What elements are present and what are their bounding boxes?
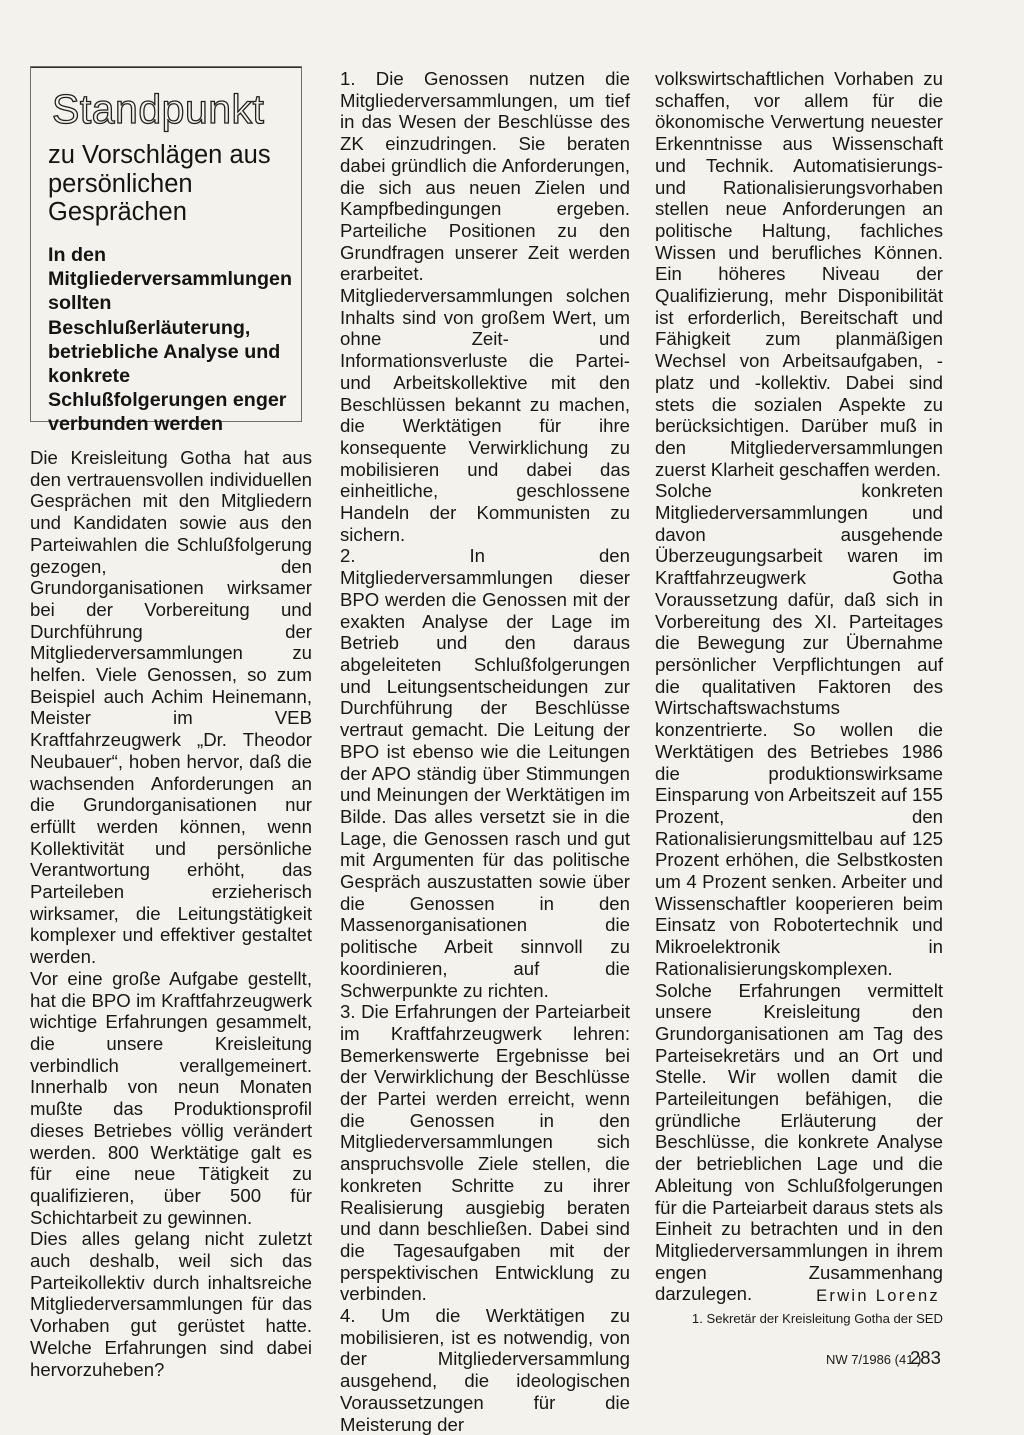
column-3 — [655, 68, 943, 1305]
paragraph: 4. Um die Werktätigen zu mobilisieren, ist es notwendig, von der Mitgliederversammlung ausgehend, die ideologischen Voraussetzungen für die Meisterung der — [340, 1305, 630, 1435]
paragraph: Die Kreisleitung Gotha hat aus den vertrauensvollen individuellen Gesprächen mit den Mitgliedern und Kandidaten sowie aus den Parteiwahlen die Schlußfolgerung gezogen, den Grundorganisationen wirksamer bei der Vorbereitung und Durchführung der Mitgliederversammlungen zu helfen. Viele Genossen, so zum Beispiel auch Achim Heinemann, Meister im VEB Kraftfahrzeugwerk „Dr. Theodor Neubauer“, hoben hervor, daß die wachsenden Anforderungen an die Grundorganisationen nur erfüllt werden können, wenn Kollektivität und persönliche Verantwortung erhöht, das Parteileben erzieherisch wirksamer, die Leitungstätigkeit komplexer und effektiver gestaltet werden. — [30, 447, 312, 968]
paragraph: Solche konkreten Mitgliederversammlungen und davon ausgehende Überzeugungsarbeit waren im Kraftfahrzeugwerk Gotha Voraussetzung dafür, daß sich in Vorbereitung des XI. Parteitages die Bewegung zur Übernahme persönlicher Verpflichtungen auf die qualitativen Faktoren des Wirtschaftswachstums konzentrierte. So wollen die Werktätigen des Betriebes 1986 die produktionswirksame Einsparung von Arbeitszeit auf 155 Prozent, den Rationalisierungsmittelbau auf 125 Prozent erhöhen, die Selbstkosten um 4 Prozent senken. Arbeiter und Wissenschaftler kooperieren beim Einsatz von Robotertechnik und Mikroelektronik in Rationalisierungskomplexen. — [655, 480, 943, 979]
paragraph: volkswirtschaftlichen Vorhaben zu schaffen, vor allem für die ökonomische Verwertung neuester Erkenntnisse aus Wissenschaft und Technik. Automatisierungs- und Rationalisierungsvorhaben stellen neue Anforderungen an politische Haltung, fachliches Wissen und berufliches Können. Ein höheres Niveau der Qualifizierung, mehr Disponibilität ist erforderlich, Bereitschaft und Fähigkeit zum planmäßigen Wechsel von Arbeitsaufgaben, -platz und -kollektiv. Dabei sind stets die sozialen Aspekte zu berücksichtigen. Darüber muß in den Mitgliederversammlungen zuerst Klarheit geschaffen werden. — [655, 68, 943, 480]
paragraph: Vor eine große Aufgabe gestellt, hat die BPO im Kraftfahrzeugwerk wichtige Erfahrungen gesammelt, die unsere Kreisleitung verbindlich verallgemeinert. Innerhalb von neun Monaten mußte das Produktionsprofil dieses Betriebes völlig verändert werden. 800 Werktätige galt es für eine neue Tätigkeit zu qualifizieren, über 500 für Schichtarbeit zu gewinnen. — [30, 967, 312, 1228]
issue-reference: NW 7/1986 (41.) — [826, 1352, 922, 1367]
kicker-title: Standpunkt — [52, 86, 265, 132]
paragraph: Dies alles gelang nicht zuletzt auch deshalb, weil sich das Parteikollektiv durch inhaltsreiche Mitgliederversammlungen für das Vorhaben gut gerüstet hatte. Welche Erfahrungen sind dabei hervorzuheben? — [30, 1228, 312, 1380]
column-1 — [30, 447, 312, 1380]
paragraph: 1. Die Genossen nutzen die Mitgliederversammlungen, um tief in das Wesen der Beschlüsse des ZK einzudringen. Sie beraten dabei gründlich die Anforderungen, die sich aus neuen Zielen und Kampfbedingungen ergeben. Parteiliche Positionen zu den Grundfragen unserer Zeit werden erarbeitet. Mitgliederversammlungen solchen Inhalts sind von großem Wert, um ohne Zeit- und Informationsverluste die Partei- und Arbeitskollektive mit den Beschlüssen bekannt zu machen, die Werktätigen für ihre konsequente Verwirklichung zu mobilisieren und dabei das einheitliche, geschlossene Handeln der Kommunisten zu sichern. — [340, 68, 630, 545]
paragraph: Solche Erfahrungen vermittelt unsere Kreisleitung den Grundorganisationen am Tag des Parteisekretärs und an Ort und Stelle. Wir wollen damit die Parteileitungen befähigen, die gründliche Erläuterung der Beschlüsse, die konkrete Analyse der betrieblichen Lage und die Ableitung von Schlußfolgerungen für die Parteiarbeit daraus stets als Einheit zu betrachten und in den Mitgliederversammlungen in ihrem engen Zusammenhang darzulegen. — [655, 979, 943, 1305]
lead-text: In den Mitgliederversammlungen sollten Beschlußerläuterung, betriebliche Analyse und konkrete Schlußfolgerungen enger verbunden werden — [48, 244, 292, 436]
paragraph: 3. Die Erfahrungen der Parteiarbeit im Kraftfahrzeugwerk lehren: Bemerkenswerte Ergebnisse bei der Verwirklichung der Beschlüsse der Partei werden erreicht, wenn die Genossen in den Mitgliederversammlungen sich anspruchsvolle Ziele stellen, die konkreten Schritte zu ihrer Realisierung ausgiebig beraten und dann beschließen. Dabei sind die Tagesaufgaben mit der perspektivischen Entwicklung zu verbinden. — [340, 1001, 630, 1305]
author-name: Erwin Lorenz — [816, 1287, 940, 1305]
article-title: zu Vorschlägen aus persönlichen Gesprächen — [48, 141, 271, 226]
column-2 — [340, 68, 630, 1435]
author-role: 1. Sekretär der Kreisleitung Gotha der SED — [691, 1311, 943, 1326]
page-number: 283 — [910, 1347, 941, 1368]
paragraph: 2. In den Mitgliederversammlungen dieser BPO werden die Genossen mit der exakten Analyse der Lage im Betrieb und den daraus abgeleiteten Schlußfolgerungen und Leitungsentscheidungen zur Durchführung der Beschlüsse vertraut gemacht. Die Leitung der BPO ist ebenso wie die Leitungen der APO ständig über Stimmungen und Meinungen der Werktätigen im Bilde. Das alles versetzt sie in die Lage, die Genossen rasch und gut mit Argumenten für das politische Gespräch auszustatten sowie über die Genossen in den Massenorganisationen die politische Arbeit sinnvoll zu koordinieren, auf die Schwerpunkte zu richten. — [340, 545, 630, 1001]
